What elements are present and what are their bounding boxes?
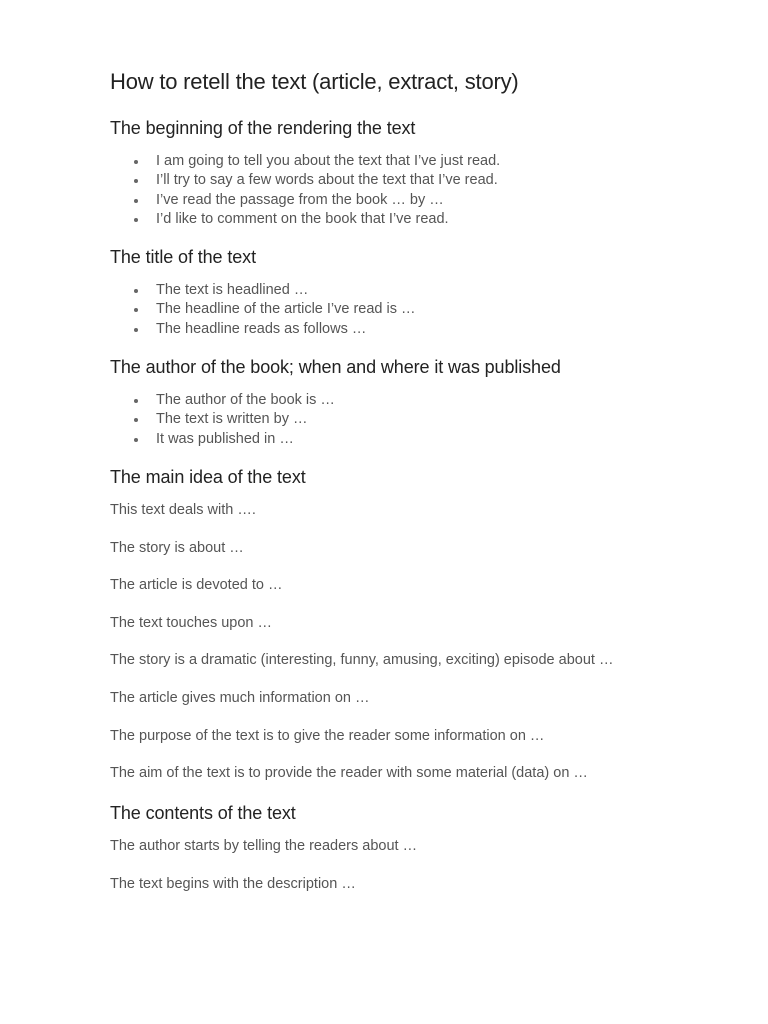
paragraph: The text touches upon …	[110, 614, 273, 631]
list-item: I’ll try to say a few words about the text that I’ve read.	[156, 171, 730, 190]
phrase-paragraphs-main-idea	[110, 501, 730, 783]
section-heading-beginning: The beginning of the rendering the text	[110, 118, 416, 138]
phrase-list-beginning	[110, 152, 730, 229]
section-heading-title: The title of the text	[110, 247, 256, 268]
document-page	[110, 66, 730, 911]
list-item: The author of the book is …	[156, 391, 730, 410]
document-title: How to retell the text (article, extract, story)	[110, 69, 519, 94]
phrase-paragraphs-contents	[110, 837, 730, 894]
section-heading-contents: The contents of the text	[110, 803, 296, 824]
phrase-list-author	[110, 391, 730, 449]
list-item: The text is written by …	[156, 410, 730, 429]
paragraph: The article is devoted to …	[110, 577, 283, 594]
paragraph: The purpose of the text is to give the reader some information on …	[110, 727, 545, 744]
list-item: The text is headlined …	[156, 281, 730, 300]
paragraph: The story is about …	[110, 539, 244, 556]
list-item: The headline of the article I’ve read is …	[156, 300, 730, 319]
section-heading-main-idea: The main idea of the text	[110, 466, 306, 487]
phrase-list-title	[110, 281, 730, 339]
section-heading-author: The author of the book; when and where it was published	[110, 357, 561, 378]
paragraph: The article gives much information on …	[110, 689, 370, 706]
list-item: I’ve read the passage from the book … by …	[156, 191, 730, 210]
paragraph: The story is a dramatic (interesting, funny, amusing, exciting) episode about …	[110, 652, 614, 669]
paragraph: The text begins with the description …	[110, 876, 356, 893]
paragraph: This text deals with ….	[110, 501, 256, 518]
list-item: It was published in …	[156, 430, 730, 449]
paragraph: The aim of the text is to provide the reader with some material (data) on …	[110, 765, 588, 782]
list-item: I am going to tell you about the text that I’ve just read.	[156, 152, 730, 171]
list-item: The headline reads as follows …	[156, 320, 730, 339]
paragraph: The author starts by telling the readers about …	[110, 838, 418, 855]
list-item: I’d like to comment on the book that I’ve read.	[156, 210, 730, 229]
